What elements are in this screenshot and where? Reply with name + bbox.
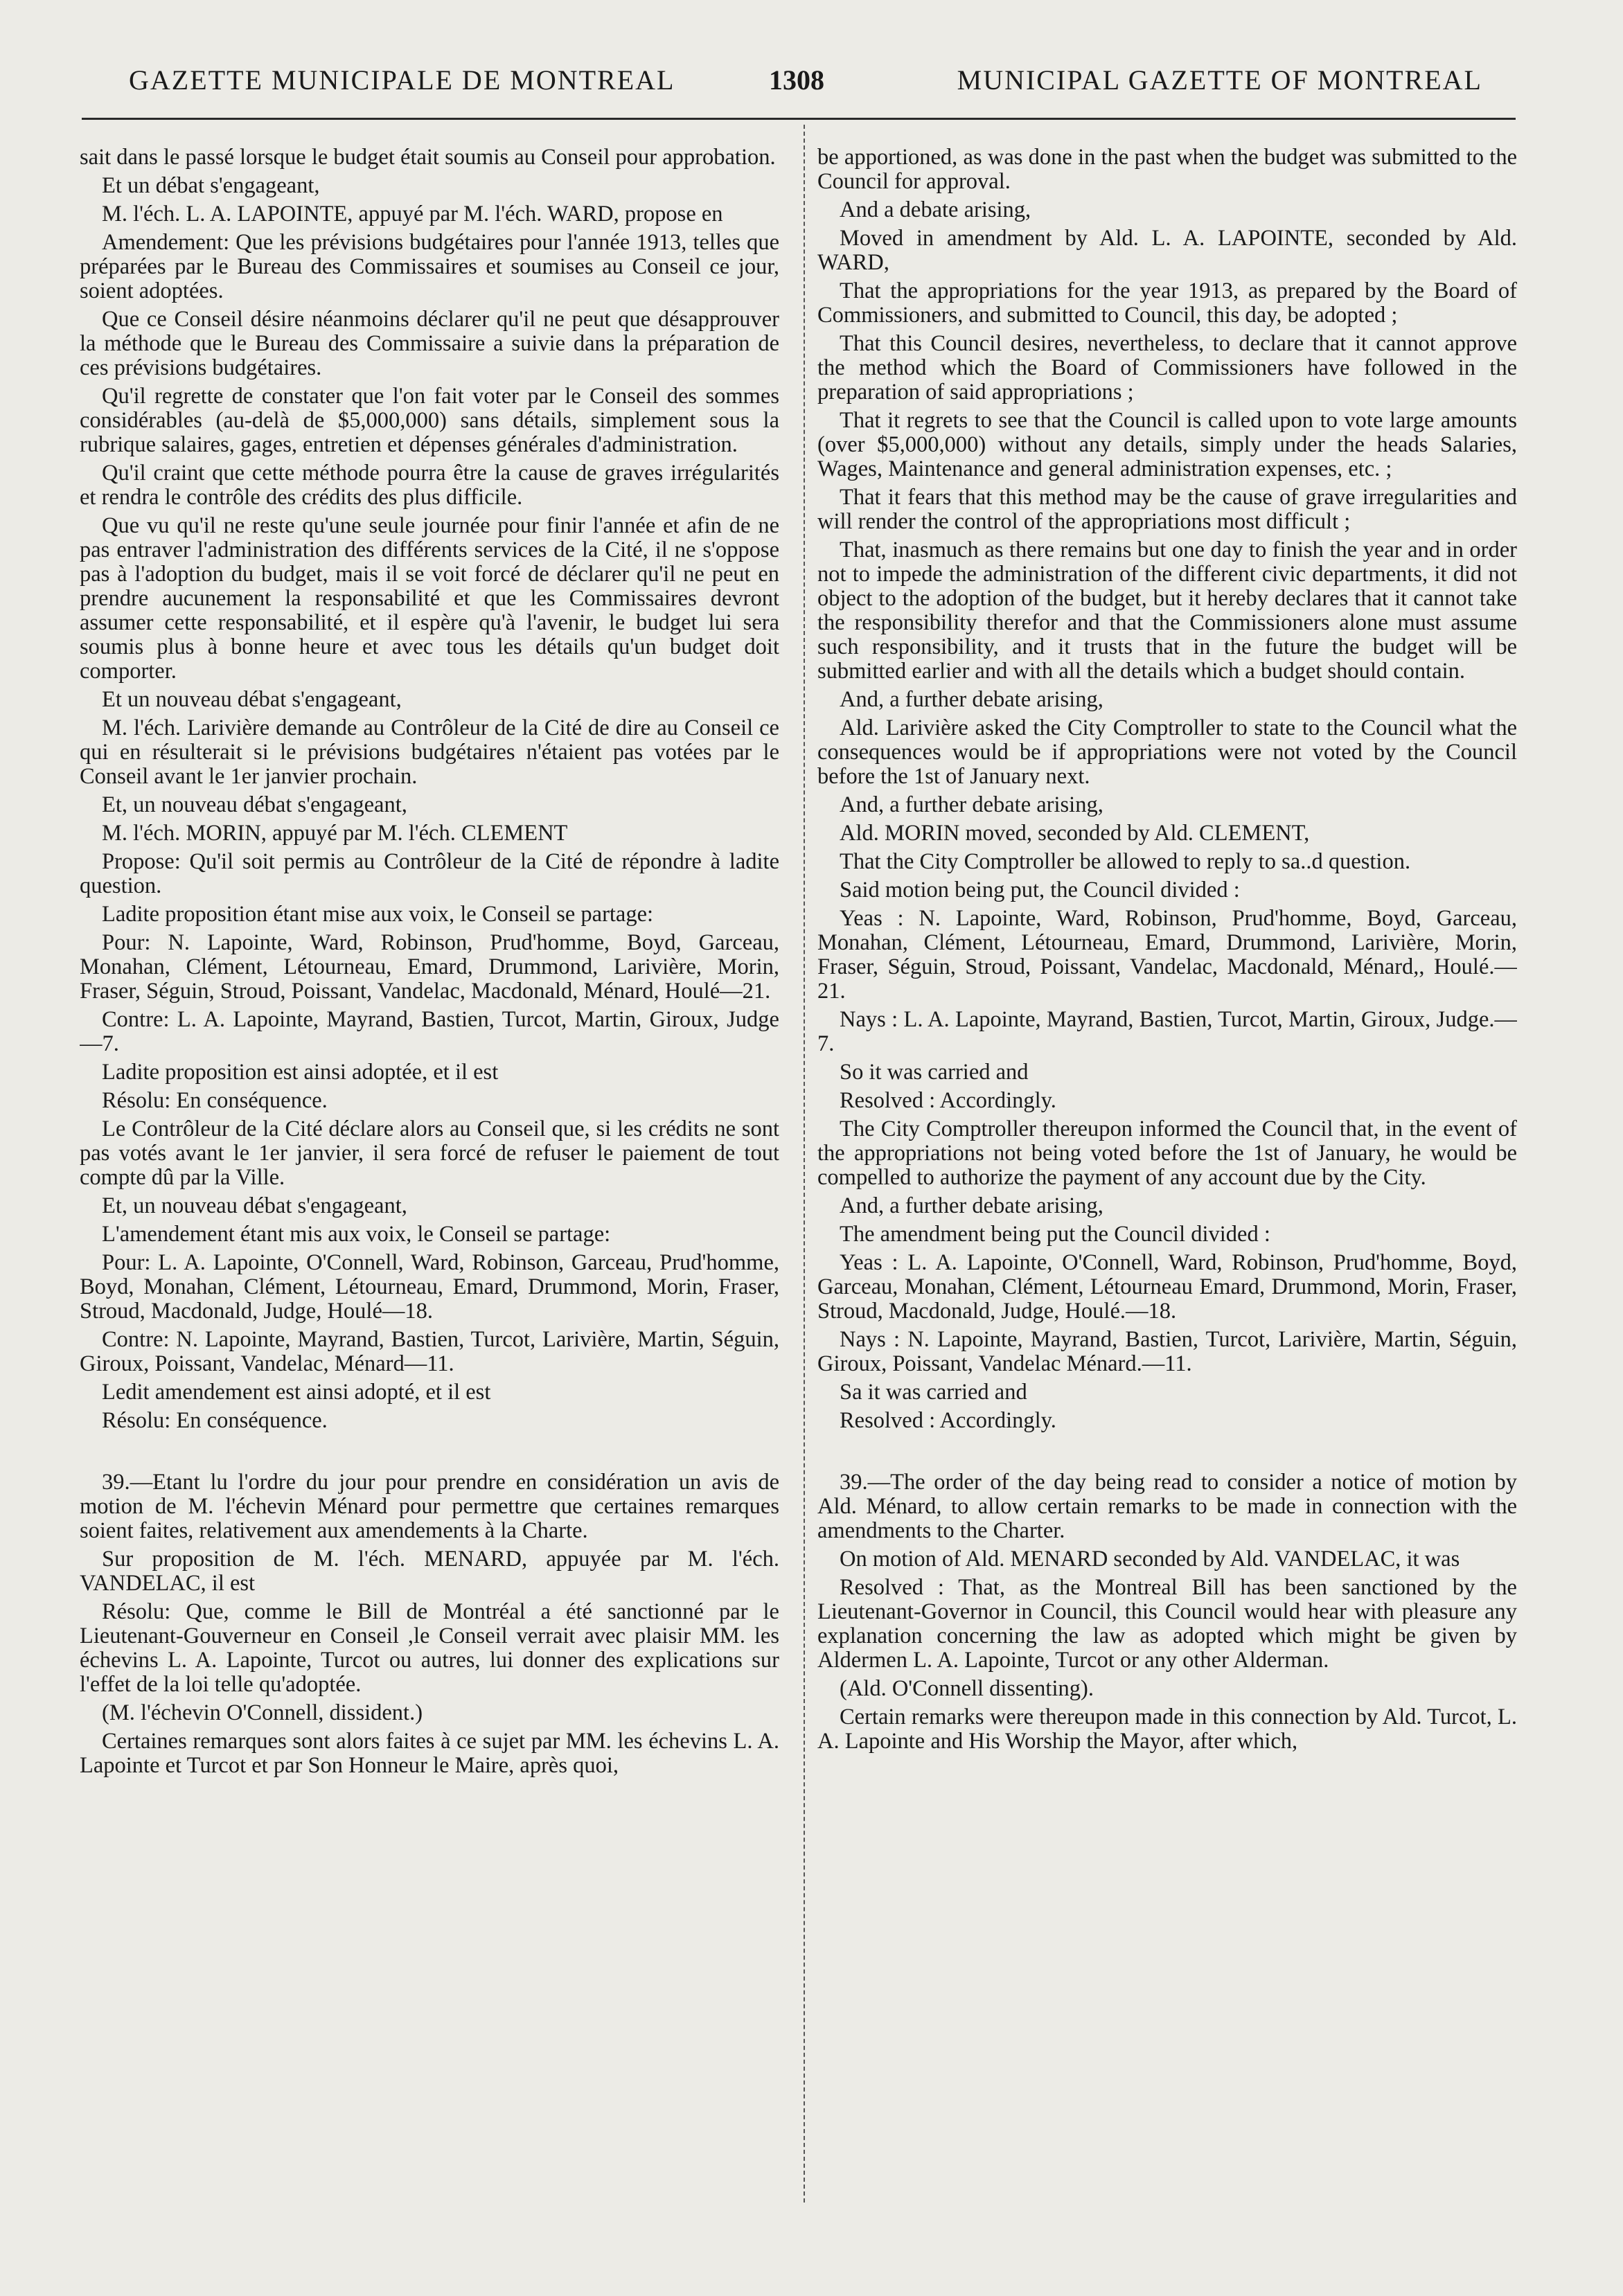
paragraph: Ladite proposition étant mise aux voix, le Conseil se partage: bbox=[102, 902, 654, 927]
paragraph: Ledit amendement est ainsi adopté, et il est bbox=[102, 1380, 491, 1405]
paragraph: Et, un nouveau débat s'engageant, bbox=[102, 792, 407, 817]
paragraph: Pour: L. A. Lapointe, O'Connell, Ward, Robinson, Garceau, Prud'homme, Boyd, Monahan, Clément, Létourneau, Emard, Drummond, Morin, Fraser, Stroud, Macdonald, Judge, Houlé—18. bbox=[80, 1250, 779, 1324]
paragraph: Et un débat s'engageant, bbox=[102, 173, 320, 198]
paragraph: Yeas : L. A. Lapointe, O'Connell, Ward, Robinson, Prud'homme, Boyd, Garceau, Monahan, Clément, Létourneau Emard, Drummond, Morin, Fraser, Stroud, Macdonald, Judge, Houlé.—18. bbox=[817, 1250, 1517, 1324]
paragraph: Le Contrôleur de la Cité déclare alors au Conseil que, si les crédits ne sont pas votés avant le 1er janvier, il sera forcé de refuser le paiement de tout compte dû par la Ville. bbox=[80, 1116, 779, 1190]
paragraph: Certaines remarques sont alors faites à ce sujet par MM. les échevins L. A. Lapointe et Turcot et par Son Honneur le Maire, après quoi, bbox=[80, 1729, 779, 1778]
paragraph: Qu'il regrette de constater que l'on fait voter par le Conseil des sommes considérables (au-delà de $5,000,000) sans détails, simplement sous la rubrique salaires, gages, entretien et dépenses générales d'administration. bbox=[80, 384, 779, 457]
paragraph: 39.—Etant lu l'ordre du jour pour prendre en considération un avis de motion de M. l'échevin Ménard pour permettre que certaines remarques soient faites, relativement aux amendements à la Charte. bbox=[80, 1470, 779, 1543]
english-column bbox=[817, 145, 1517, 2223]
paragraph: Sur proposition de M. l'éch. MENARD, appuyée par M. l'éch. VANDELAC, il est bbox=[80, 1547, 779, 1596]
paragraph: Resolved : Accordingly. bbox=[840, 1408, 1056, 1433]
paragraph: M. l'éch. MORIN, appuyé par M. l'éch. CLEMENT bbox=[102, 821, 568, 846]
paragraph: Propose: Qu'il soit permis au Contrôleur de la Cité de répondre à ladite question. bbox=[80, 849, 779, 898]
paragraph: Et, un nouveau débat s'engageant, bbox=[102, 1193, 407, 1218]
paragraph: That the appropriations for the year 1913, as prepared by the Board of Commissioners, and submitted to Council, this day, be adopted ; bbox=[817, 278, 1517, 328]
paragraph: Que vu qu'il ne reste qu'une seule journée pour finir l'année et afin de ne pas entraver l'administration des différents services de la Cité, il ne s'oppose pas à l'adoption du budget, mais il se voit forcé de déclarer qu'il ne peut en prendre aucunement la responsabilité et que les Commissaires devront assumer cette responsabilité, et il espère qu'à l'avenir, le budget lui sera soumis plus à bonne heure et avec tous les détails qu'un budget doit comporter. bbox=[80, 513, 779, 684]
paragraph: Contre: L. A. Lapointe, Mayrand, Bastien, Turcot, Martin, Giroux, Judge—7. bbox=[80, 1007, 779, 1056]
column-divider bbox=[804, 125, 805, 2202]
paragraph: Qu'il craint que cette méthode pourra être la cause de graves irrégularités et rendra le contrôle des crédits des plus difficile. bbox=[80, 461, 779, 510]
paragraph: And, a further debate arising, bbox=[840, 1193, 1103, 1218]
paragraph: (M. l'échevin O'Connell, dissident.) bbox=[102, 1700, 423, 1725]
paragraph: Contre: N. Lapointe, Mayrand, Bastien, Turcot, Larivière, Martin, Séguin, Giroux, Poissant, Vandelac, Ménard—11. bbox=[80, 1327, 779, 1376]
paragraph: And, a further debate arising, bbox=[840, 792, 1103, 817]
paragraph: That, inasmuch as there remains but one day to finish the year and in order not to impede the administration of the different civic departments, it did not object to the adoption of the budget, but it hereby declares that it cannot take the responsibility therefor and that the Commissioners alone must assume such responsibility, and it trusts that in the future the budget will be submitted earlier and with all the details which a budget should contain. bbox=[817, 537, 1517, 684]
paragraph: be apportioned, as was done in the past when the budget was submitted to the Council for approval. bbox=[817, 145, 1517, 194]
page-number: 1308 bbox=[769, 64, 824, 96]
header-english-title: MUNICIPAL GAZETTE OF MONTREAL bbox=[957, 64, 1482, 96]
paragraph: Ladite proposition est ainsi adoptée, et il est bbox=[102, 1060, 499, 1085]
paragraph: Ald. Larivière asked the City Comptroller to state to the Council what the consequences would be if appropriations were not voted by the Council before the 1st of January next. bbox=[817, 715, 1517, 789]
paragraph: Pour: N. Lapointe, Ward, Robinson, Prud'homme, Boyd, Garceau, Monahan, Clément, Létourneau, Emard, Drummond, Larivière, Morin, Fraser, Séguin, Stroud, Poissant, Vandelac, Macdonald, Ménard, Houlé—21. bbox=[80, 930, 779, 1004]
paragraph: L'amendement étant mis aux voix, le Conseil se partage: bbox=[102, 1222, 611, 1247]
paragraph: Resolved : Accordingly. bbox=[840, 1088, 1056, 1113]
paragraph: Yeas : N. Lapointe, Ward, Robinson, Prud'homme, Boyd, Garceau, Monahan, Clément, Létourneau, Emard, Drummond, Larivière, Morin, Fraser, Séguin, Stroud, Poissant, Vandelac, Macdonald, Ménard,, Houlé.—21. bbox=[817, 906, 1517, 1004]
paragraph: Résolu: Que, comme le Bill de Montréal a été sanctionné par le Lieutenant-Gouverneur en Conseil ,le Conseil verrait avec plaisir MM. les échevins L. A. Lapointe, Turcot ou autres, lui donner des explications sur l'effet de la loi telle qu'adoptée. bbox=[80, 1599, 779, 1697]
paragraph: Certain remarks were thereupon made in this connection by Ald. Turcot, L. A. Lapointe and His Worship the Mayor, after which, bbox=[817, 1705, 1517, 1754]
paragraph: And a debate arising, bbox=[840, 197, 1031, 222]
paragraph: Que ce Conseil désire néanmoins déclarer qu'il ne peut que désapprouver la méthode que le Bureau des Commissaire a suivie dans la préparation de ces prévisions budgétaires. bbox=[80, 307, 779, 380]
paragraph: Moved in amendment by Ald. L. A. LAPOINTE, seconded by Ald. WARD, bbox=[817, 226, 1517, 275]
paragraph: On motion of Ald. MENARD seconded by Ald. VANDELAC, it was bbox=[840, 1547, 1460, 1572]
paragraph: That it fears that this method may be the cause of grave irregularities and will render the control of the appropriations most difficult ; bbox=[817, 485, 1517, 534]
paragraph: So it was carried and bbox=[840, 1060, 1029, 1085]
paragraph: Sa it was carried and bbox=[840, 1380, 1027, 1405]
paragraph: Amendement: Que les prévisions budgétaires pour l'année 1913, telles que préparées par le Bureau des Commissaires et soumises au Conseil ce jour, soient adoptées. bbox=[80, 230, 779, 303]
paragraph: The amendment being put the Council divided : bbox=[840, 1222, 1270, 1247]
paragraph: The City Comptroller thereupon informed the Council that, in the event of the appropriations not being voted before the 1st of January, he would be compelled to authorize the payment of any account due by the City. bbox=[817, 1116, 1517, 1190]
paragraph: M. l'éch. L. A. LAPOINTE, appuyé par M. l'éch. WARD, propose en bbox=[102, 202, 723, 226]
paragraph: Résolu: En conséquence. bbox=[102, 1088, 328, 1113]
paragraph: sait dans le passé lorsque le budget était soumis au Conseil pour approbation. bbox=[80, 145, 776, 170]
paragraph: M. l'éch. Larivière demande au Contrôleur de la Cité de dire au Conseil ce qui en résulterait si le prévisions budgétaires n'étaient pas votées par le Conseil avant le 1er janvier prochain. bbox=[80, 715, 779, 789]
paragraph: Said motion being put, the Council divided : bbox=[840, 878, 1240, 902]
header-rule bbox=[82, 118, 1516, 120]
header-french-title: GAZETTE MUNICIPALE DE MONTREAL bbox=[129, 64, 675, 96]
french-column bbox=[80, 145, 779, 2223]
paragraph: That this Council desires, nevertheless, to declare that it cannot approve the method which the Board of Commissioners have followed in the preparation of said appropriations ; bbox=[817, 331, 1517, 404]
paragraph: That the City Comptroller be allowed to reply to sa..d question. bbox=[840, 849, 1411, 874]
paragraph: (Ald. O'Connell dissenting). bbox=[840, 1676, 1094, 1701]
page-header bbox=[83, 64, 1482, 105]
paragraph: That it regrets to see that the Council is called upon to vote large amounts (over $5,000,000) without any details, simply under the heads Salaries, Wages, Maintenance and general administration expenses, etc. ; bbox=[817, 408, 1517, 481]
paragraph: And, a further debate arising, bbox=[840, 687, 1103, 712]
paragraph: Résolu: En conséquence. bbox=[102, 1408, 328, 1433]
paragraph: Nays : N. Lapointe, Mayrand, Bastien, Turcot, Larivière, Martin, Séguin, Giroux, Poissant, Vandelac Ménard.—11. bbox=[817, 1327, 1517, 1376]
paragraph: Ald. MORIN moved, seconded by Ald. CLEMENT, bbox=[840, 821, 1310, 846]
paragraph: Et un nouveau débat s'engageant, bbox=[102, 687, 402, 712]
paragraph: Nays : L. A. Lapointe, Mayrand, Bastien, Turcot, Martin, Giroux, Judge.—7. bbox=[817, 1007, 1517, 1056]
paragraph: 39.—The order of the day being read to consider a notice of motion by Ald. Ménard, to allow certain remarks to be made in connection with the amendments to the Charter. bbox=[817, 1470, 1517, 1543]
paragraph: Resolved : That, as the Montreal Bill has been sanctioned by the Lieutenant-Governor in Council, this Council would hear with pleasure any explanation concerning the law as adopted which might be given by Aldermen L. A. Lapointe, Turcot or any other Alderman. bbox=[817, 1575, 1517, 1673]
